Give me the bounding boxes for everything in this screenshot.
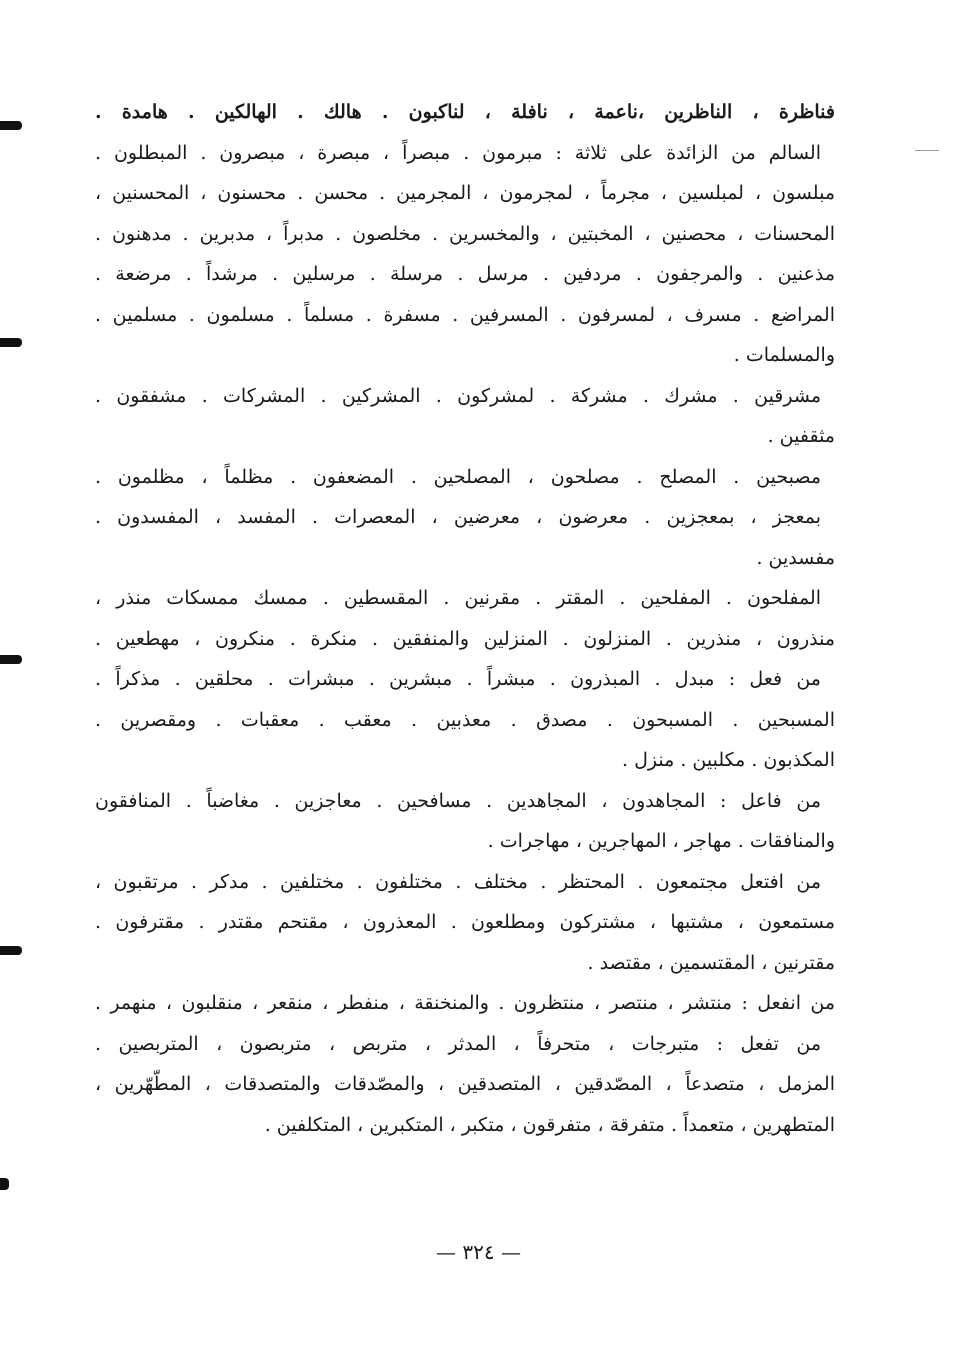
text-line: مفسدين . xyxy=(756,546,835,569)
text-line: من افتعل مجتمعون . المحتظر . مختلف . مختلفون . مختلفين . مدكر . مرتقبون ، xyxy=(95,870,821,893)
text-line: المسبحين . المسبحون . مصدق . معذبين . معقب . معقبات . ومقصرين . xyxy=(95,708,835,731)
text-line: المزمل ، متصدعاً ، المصّدقين ، المتصدقين ، والمصّدقات والمتصدقات ، المطّهّرين ، xyxy=(95,1073,835,1095)
text-line: مصبحين . المصلح . مصلحون ، المصلحين . المضعفون . مظلماً ، مظلمون . xyxy=(95,465,821,488)
scan-edge-mark xyxy=(0,946,22,955)
text-line: المتطهرين ، متعمداً . متفرقة ، متفرقون ، متكبر ، المتكبرين ، المتكلفين . xyxy=(264,1113,835,1136)
text-line: فناظرة ، الناظرين ،ناعمة ، نافلة ، لناكبون . هالك . الهالكين . هامدة . xyxy=(95,101,835,123)
text-line: من فاعل : المجاهدون ، المجاهدين . مسافحين . معاجزين . مغاضباً . المنافقون xyxy=(95,789,821,812)
page-number: — ٣٢٤ — xyxy=(436,1240,521,1264)
scan-edge-mark xyxy=(0,1178,9,1190)
text-line: بمعجز ، بمعجزين . معرضون ، معرضين ، المعصرات . المفسد ، المفسدون . xyxy=(95,506,821,528)
text-line: من انفعل : منتشر ، منتصر ، منتظرون . والمنخنقة ، منفطر ، منقعر ، منقلبون ، منهمر . xyxy=(95,992,835,1014)
text-line: من فعل : مبدل . المبذرون . مبشراً . مبشرين . مبشرات . محلقين . مذكراً . xyxy=(95,668,821,690)
text-line: مثقفين . xyxy=(767,425,835,447)
text-line: مشرقين . مشرك . مشركة . لمشركون . المشركين . المشركات . مشفقون . xyxy=(95,384,821,407)
text-line: مستمعون ، مشتبها ، مشتركون ومطلعون . المعذرون ، مقتحم مقتدر . مقترفون . xyxy=(95,911,835,933)
text-line: منذرون ، منذرين . المنزلون . المنزلين والمنفقين . منكرة . منكرون ، مهطعين . xyxy=(95,627,835,650)
text-line: المكذبون . مكلبين . منزل . xyxy=(622,749,835,771)
text-line: والمسلمات . xyxy=(733,344,835,366)
text-line: والمنافقات . مهاجر ، المهاجرين ، مهاجرات . xyxy=(487,830,835,852)
text-line: مذعنين . والمرجفون . مردفين . مرسل . مرسلة . مرسلين . مرشداً . مرضعة . xyxy=(95,263,835,285)
text-line: المحسنات ، محصنين ، المخبتين ، والمخسرين . مخلصون . مدبراً ، مدبرين . مدهنون . xyxy=(95,222,835,245)
scan-edge-mark xyxy=(0,338,22,347)
text-line: السالم من الزائدة على ثلاثة : مبرمون . مبصراً ، مبصرة ، مبصرون . المبطلون . xyxy=(95,141,821,164)
scan-edge-mark xyxy=(0,121,22,130)
text-line: مبلسون ، لمبلسين ، مجرماً ، لمجرمون ، المجرمين . محسن . محسنون ، المحسنين ، xyxy=(95,182,835,204)
text-line: المراضع . مسرف ، لمسرفون . المسرفين . مسفرة . مسلماً . مسلمون . مسلمين . xyxy=(95,303,835,326)
scan-margin-mark xyxy=(915,150,939,151)
text-line: من تفعل : متبرجات ، متحرفاً ، المدثر ، متربص ، متربصون ، المتربصين . xyxy=(95,1032,821,1055)
text-line: مقترنين ، المقتسمين ، مقتصد . xyxy=(587,951,835,974)
text-line: المفلحون . المفلحين . المقتر . مقرنين . المقسطين . ممسك ممسكات منذر ، xyxy=(95,587,821,609)
scan-edge-mark xyxy=(0,655,22,664)
page-body-text xyxy=(95,92,835,1145)
